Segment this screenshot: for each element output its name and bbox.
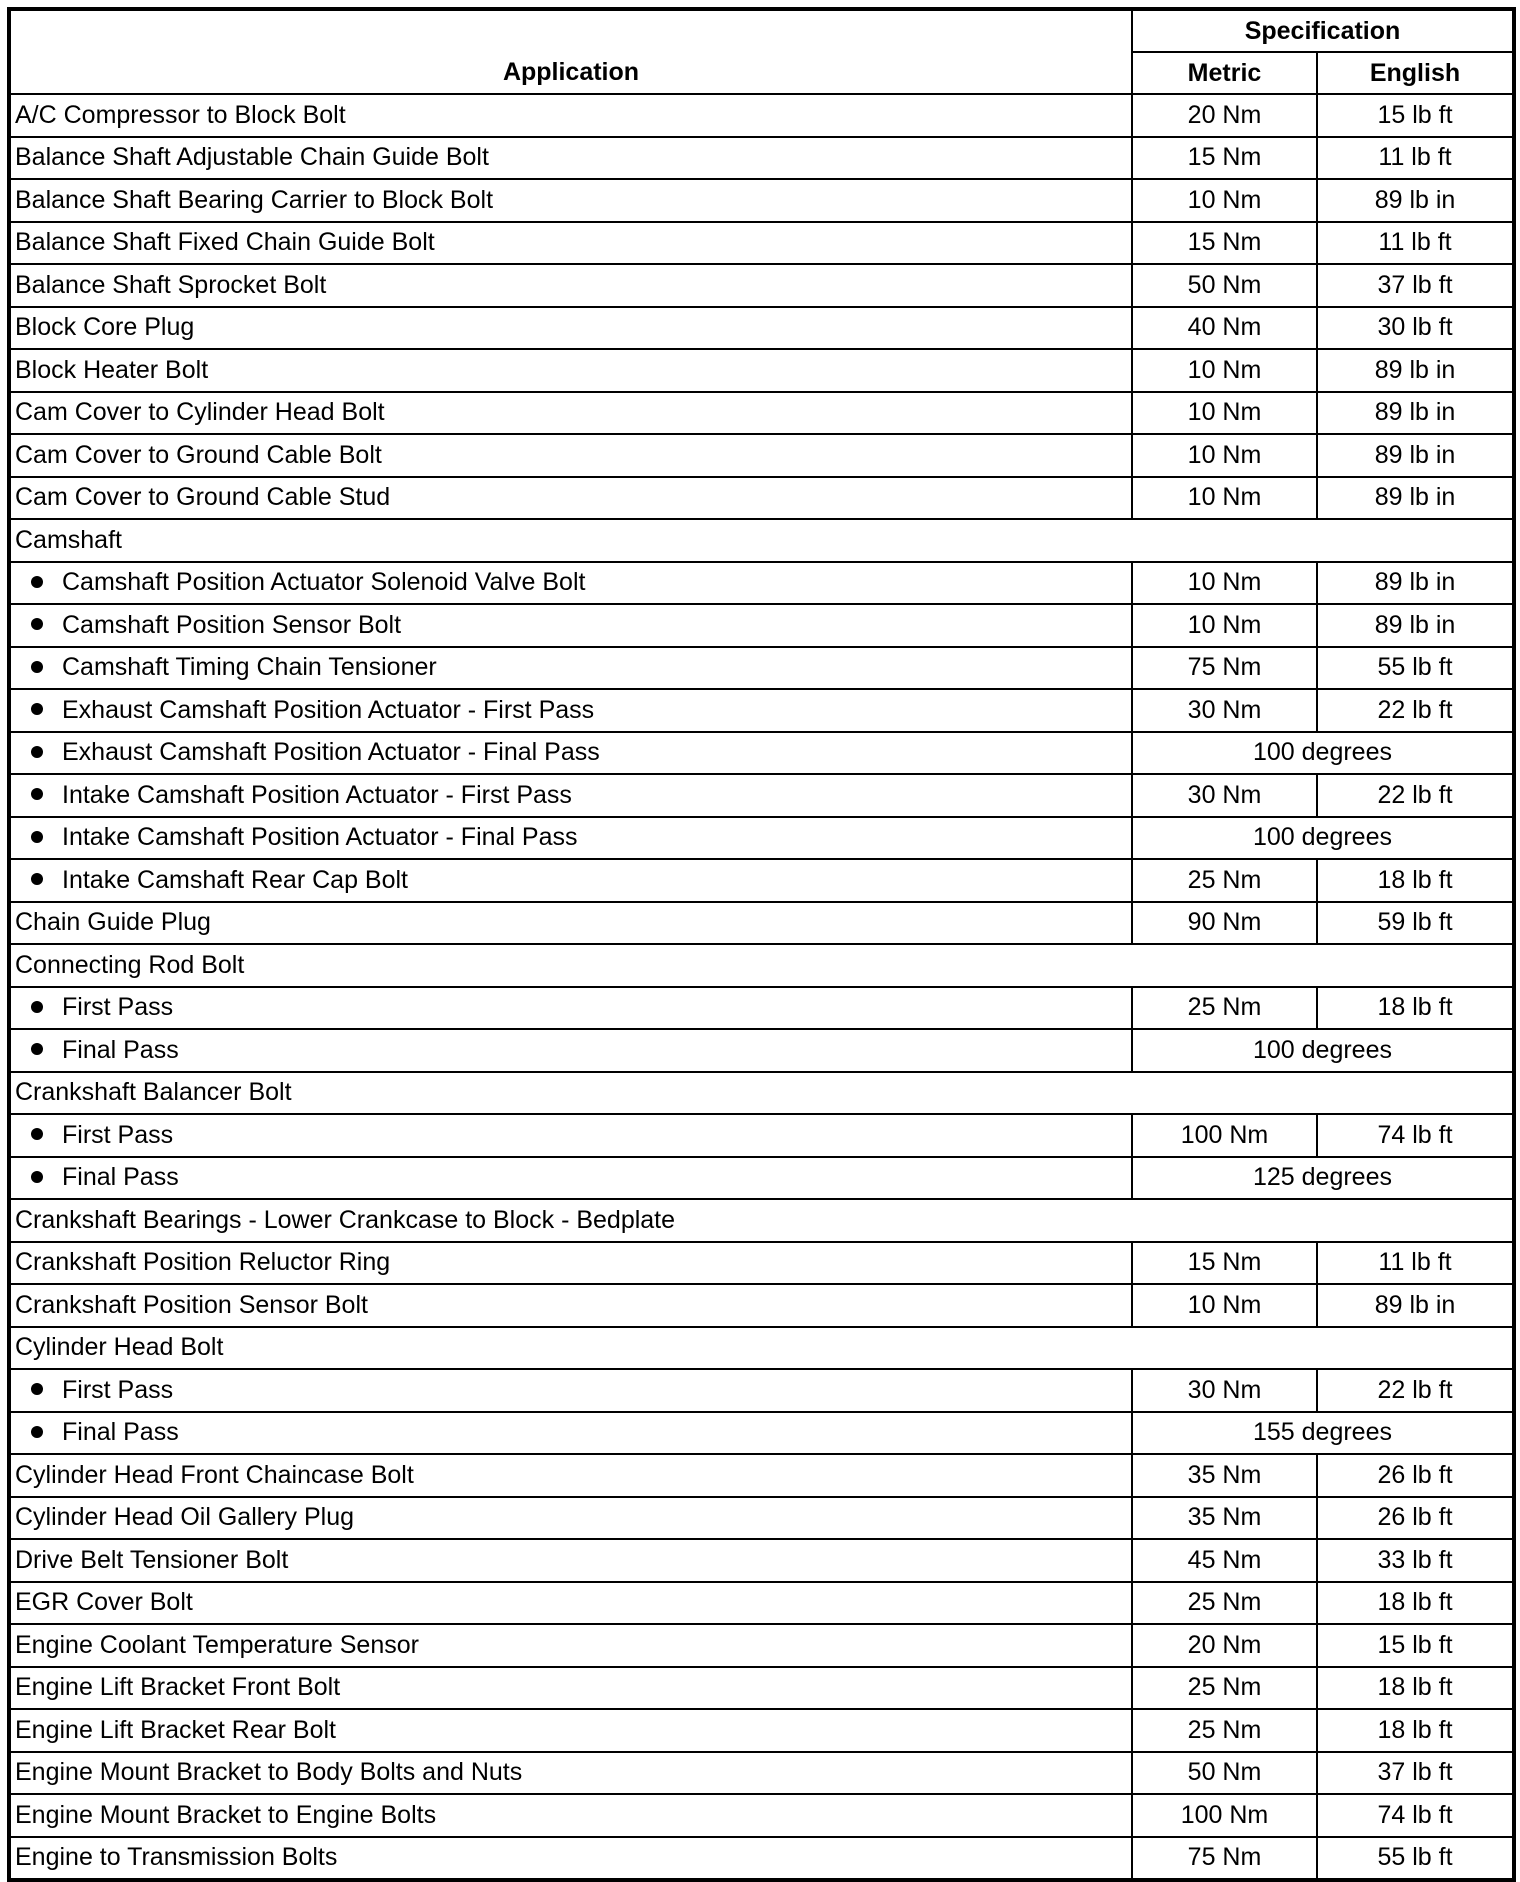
bullet-icon (31, 1426, 43, 1438)
application-cell (9, 689, 1132, 732)
application-label: Chain Guide Plug (15, 908, 211, 937)
bullet-icon (31, 1128, 43, 1140)
application-cell (9, 434, 1132, 477)
combined-spec-cell: 100 degrees (1132, 817, 1514, 860)
english-cell: 89 lb in (1317, 1284, 1514, 1327)
table-row (9, 349, 1514, 392)
bullet-icon (31, 1001, 43, 1013)
application-cell (9, 604, 1132, 647)
metric-cell: 15 Nm (1132, 137, 1317, 180)
application-label: First Pass (62, 1375, 174, 1404)
metric-cell: 15 Nm (1132, 1242, 1317, 1285)
application-cell (9, 137, 1132, 180)
english-cell: 26 lb ft (1317, 1454, 1514, 1497)
table-row (9, 774, 1514, 817)
application-cell (9, 1624, 1132, 1667)
table-row (9, 817, 1514, 860)
metric-cell: 50 Nm (1132, 264, 1317, 307)
application-cell (9, 1369, 1132, 1412)
table-row (9, 604, 1514, 647)
application-label: Connecting Rod Bolt (15, 950, 245, 979)
metric-cell: 10 Nm (1132, 1284, 1317, 1327)
application-label: Intake Camshaft Rear Cap Bolt (62, 865, 408, 894)
table-group-row (9, 1199, 1514, 1242)
english-cell: 55 lb ft (1317, 647, 1514, 690)
metric-cell: 30 Nm (1132, 689, 1317, 732)
table-row (9, 1497, 1514, 1540)
torque-spec-table (7, 7, 1516, 1882)
application-cell (9, 774, 1132, 817)
bullet-icon (31, 576, 43, 588)
table-row (9, 1284, 1514, 1327)
application-label: Cam Cover to Cylinder Head Bolt (15, 398, 385, 427)
metric-cell: 10 Nm (1132, 179, 1317, 222)
table-row (9, 1242, 1514, 1285)
application-label: EGR Cover Bolt (15, 1588, 193, 1617)
application-cell (9, 349, 1132, 392)
english-header: English (1317, 52, 1514, 94)
application-cell (9, 1199, 1514, 1242)
english-cell: 74 lb ft (1317, 1114, 1514, 1157)
application-label: Final Pass (62, 1418, 179, 1447)
application-label: Camshaft Position Actuator Solenoid Valve Bolt (62, 568, 586, 597)
application-label: Balance Shaft Bearing Carrier to Block Bolt (15, 185, 494, 214)
english-cell: 74 lb ft (1317, 1794, 1514, 1837)
metric-cell: 75 Nm (1132, 1837, 1317, 1881)
application-cell (9, 477, 1132, 520)
metric-cell: 90 Nm (1132, 902, 1317, 945)
metric-cell: 10 Nm (1132, 434, 1317, 477)
application-label: Balance Shaft Fixed Chain Guide Bolt (15, 228, 435, 257)
application-label: Camshaft Position Sensor Bolt (62, 610, 402, 639)
application-cell (9, 1539, 1132, 1582)
application-cell (9, 732, 1132, 775)
table-row (9, 732, 1514, 775)
table-row (9, 647, 1514, 690)
application-label: Exhaust Camshaft Position Actuator - First Pass (62, 695, 595, 724)
application-cell (9, 1582, 1132, 1625)
application-cell (9, 222, 1132, 265)
table-row (9, 222, 1514, 265)
bullet-icon (31, 788, 43, 800)
application-cell (9, 264, 1132, 307)
application-cell (9, 1284, 1132, 1327)
table-row (9, 264, 1514, 307)
english-cell: 33 lb ft (1317, 1539, 1514, 1582)
metric-cell: 40 Nm (1132, 307, 1317, 350)
metric-header: Metric (1132, 52, 1317, 94)
application-cell (9, 519, 1514, 562)
application-label: Block Heater Bolt (15, 355, 209, 384)
table-row (9, 1539, 1514, 1582)
application-label: Intake Camshaft Position Actuator - First Pass (62, 780, 572, 809)
bullet-icon (31, 661, 43, 673)
english-cell: 18 lb ft (1317, 987, 1514, 1030)
table-row (9, 94, 1514, 137)
application-label: Drive Belt Tensioner Bolt (15, 1545, 289, 1574)
application-label: Final Pass (62, 1035, 179, 1064)
application-cell (9, 1837, 1132, 1881)
metric-cell: 10 Nm (1132, 392, 1317, 435)
english-cell: 89 lb in (1317, 434, 1514, 477)
application-label: Cam Cover to Ground Cable Bolt (15, 440, 382, 469)
application-cell (9, 307, 1132, 350)
combined-spec-cell: 125 degrees (1132, 1157, 1514, 1200)
table-row (9, 1709, 1514, 1752)
application-label: Crankshaft Position Reluctor Ring (15, 1248, 391, 1277)
english-cell: 59 lb ft (1317, 902, 1514, 945)
application-cell (9, 1157, 1132, 1200)
english-cell: 89 lb in (1317, 349, 1514, 392)
combined-spec-cell: 100 degrees (1132, 1029, 1514, 1072)
application-cell (9, 1412, 1132, 1455)
table-row (9, 689, 1514, 732)
application-label: Cylinder Head Bolt (15, 1333, 224, 1362)
application-cell (9, 647, 1132, 690)
application-label: First Pass (62, 993, 174, 1022)
metric-cell: 45 Nm (1132, 1539, 1317, 1582)
bullet-icon (31, 1383, 43, 1395)
application-cell (9, 1029, 1132, 1072)
application-label: A/C Compressor to Block Bolt (15, 100, 346, 129)
combined-spec-cell: 155 degrees (1132, 1412, 1514, 1455)
bullet-icon (31, 746, 43, 758)
metric-cell: 35 Nm (1132, 1454, 1317, 1497)
english-cell: 30 lb ft (1317, 307, 1514, 350)
metric-cell: 100 Nm (1132, 1114, 1317, 1157)
metric-cell: 10 Nm (1132, 562, 1317, 605)
application-cell (9, 1667, 1132, 1710)
table-row (9, 1412, 1514, 1455)
table-row (9, 1582, 1514, 1625)
application-cell (9, 562, 1132, 605)
table-row (9, 1752, 1514, 1795)
table-row (9, 1667, 1514, 1710)
english-cell: 15 lb ft (1317, 94, 1514, 137)
application-cell (9, 859, 1132, 902)
application-cell (9, 1794, 1132, 1837)
application-cell (9, 987, 1132, 1030)
metric-cell: 30 Nm (1132, 774, 1317, 817)
metric-cell: 10 Nm (1132, 477, 1317, 520)
metric-cell: 35 Nm (1132, 1497, 1317, 1540)
english-cell: 55 lb ft (1317, 1837, 1514, 1881)
table-row (9, 1029, 1514, 1072)
metric-cell: 75 Nm (1132, 647, 1317, 690)
table-row (9, 477, 1514, 520)
english-cell: 37 lb ft (1317, 264, 1514, 307)
english-cell: 11 lb ft (1317, 222, 1514, 265)
application-header: Application (9, 9, 1132, 94)
combined-spec-cell: 100 degrees (1132, 732, 1514, 775)
english-cell: 89 lb in (1317, 477, 1514, 520)
application-label: Balance Shaft Adjustable Chain Guide Bolt (15, 143, 489, 172)
application-label: Crankshaft Position Sensor Bolt (15, 1290, 368, 1319)
application-cell (9, 1327, 1514, 1370)
application-label: Engine Lift Bracket Front Bolt (15, 1673, 341, 1702)
application-label: Cam Cover to Ground Cable Stud (15, 483, 391, 512)
application-cell (9, 1242, 1132, 1285)
bullet-icon (31, 1043, 43, 1055)
table-group-row (9, 1072, 1514, 1115)
application-cell (9, 1072, 1514, 1115)
application-cell (9, 1454, 1132, 1497)
english-cell: 11 lb ft (1317, 1242, 1514, 1285)
application-cell (9, 1709, 1132, 1752)
metric-cell: 10 Nm (1132, 604, 1317, 647)
bullet-icon (31, 1171, 43, 1183)
application-label: Final Pass (62, 1163, 179, 1192)
application-cell (9, 392, 1132, 435)
metric-cell: 50 Nm (1132, 1752, 1317, 1795)
table-body (9, 94, 1514, 1880)
metric-cell: 25 Nm (1132, 987, 1317, 1030)
metric-cell: 25 Nm (1132, 1709, 1317, 1752)
application-cell (9, 1114, 1132, 1157)
metric-cell: 30 Nm (1132, 1369, 1317, 1412)
table-group-row (9, 1327, 1514, 1370)
english-cell: 18 lb ft (1317, 859, 1514, 902)
english-cell: 22 lb ft (1317, 1369, 1514, 1412)
bullet-icon (31, 873, 43, 885)
english-cell: 89 lb in (1317, 179, 1514, 222)
table-row (9, 307, 1514, 350)
bullet-icon (31, 618, 43, 630)
application-label: Cylinder Head Front Chaincase Bolt (15, 1460, 414, 1489)
application-cell (9, 94, 1132, 137)
table-row (9, 987, 1514, 1030)
metric-cell: 20 Nm (1132, 94, 1317, 137)
english-cell: 11 lb ft (1317, 137, 1514, 180)
english-cell: 15 lb ft (1317, 1624, 1514, 1667)
metric-cell: 25 Nm (1132, 1667, 1317, 1710)
application-label: Crankshaft Bearings - Lower Crankcase to Block - Bedplate (15, 1205, 676, 1234)
application-label: Block Core Plug (15, 313, 195, 342)
table-row (9, 179, 1514, 222)
table-row (9, 562, 1514, 605)
english-cell: 89 lb in (1317, 604, 1514, 647)
application-label: Engine Mount Bracket to Engine Bolts (15, 1800, 437, 1829)
metric-cell: 20 Nm (1132, 1624, 1317, 1667)
bullet-icon (31, 703, 43, 715)
table-row (9, 1794, 1514, 1837)
table-header (9, 9, 1514, 94)
application-label: Engine Mount Bracket to Body Bolts and Nuts (15, 1758, 523, 1787)
table-row (9, 859, 1514, 902)
application-label: Exhaust Camshaft Position Actuator - Final Pass (62, 738, 600, 767)
english-cell: 37 lb ft (1317, 1752, 1514, 1795)
english-cell: 22 lb ft (1317, 689, 1514, 732)
table-row (9, 137, 1514, 180)
table-row (9, 434, 1514, 477)
table-group-row (9, 519, 1514, 562)
english-cell: 18 lb ft (1317, 1709, 1514, 1752)
application-label: Cylinder Head Oil Gallery Plug (15, 1503, 355, 1532)
table-row (9, 1837, 1514, 1881)
application-label: Camshaft Timing Chain Tensioner (62, 653, 437, 682)
english-cell: 22 lb ft (1317, 774, 1514, 817)
bullet-icon (31, 831, 43, 843)
table-row (9, 1157, 1514, 1200)
metric-cell: 100 Nm (1132, 1794, 1317, 1837)
application-cell (9, 944, 1514, 987)
table-row (9, 1369, 1514, 1412)
english-cell: 89 lb in (1317, 562, 1514, 605)
application-label: Engine Lift Bracket Rear Bolt (15, 1715, 336, 1744)
application-label: Balance Shaft Sprocket Bolt (15, 270, 327, 299)
application-label: Engine to Transmission Bolts (15, 1843, 338, 1872)
metric-cell: 10 Nm (1132, 349, 1317, 392)
table-row (9, 1624, 1514, 1667)
table-row (9, 902, 1514, 945)
table-row (9, 1454, 1514, 1497)
application-label: First Pass (62, 1120, 174, 1149)
application-cell (9, 179, 1132, 222)
metric-cell: 25 Nm (1132, 859, 1317, 902)
application-label: Crankshaft Balancer Bolt (15, 1078, 292, 1107)
application-cell (9, 817, 1132, 860)
english-cell: 89 lb in (1317, 392, 1514, 435)
metric-cell: 15 Nm (1132, 222, 1317, 265)
english-cell: 18 lb ft (1317, 1582, 1514, 1625)
application-label: Intake Camshaft Position Actuator - Final Pass (62, 823, 578, 852)
metric-cell: 25 Nm (1132, 1582, 1317, 1625)
specification-header: Specification (1132, 9, 1514, 52)
table-group-row (9, 944, 1514, 987)
application-label: Camshaft (15, 525, 122, 554)
application-cell (9, 1752, 1132, 1795)
table-row (9, 1114, 1514, 1157)
application-cell (9, 902, 1132, 945)
english-cell: 18 lb ft (1317, 1667, 1514, 1710)
english-cell: 26 lb ft (1317, 1497, 1514, 1540)
application-cell (9, 1497, 1132, 1540)
application-label: Engine Coolant Temperature Sensor (15, 1630, 419, 1659)
table-row (9, 392, 1514, 435)
